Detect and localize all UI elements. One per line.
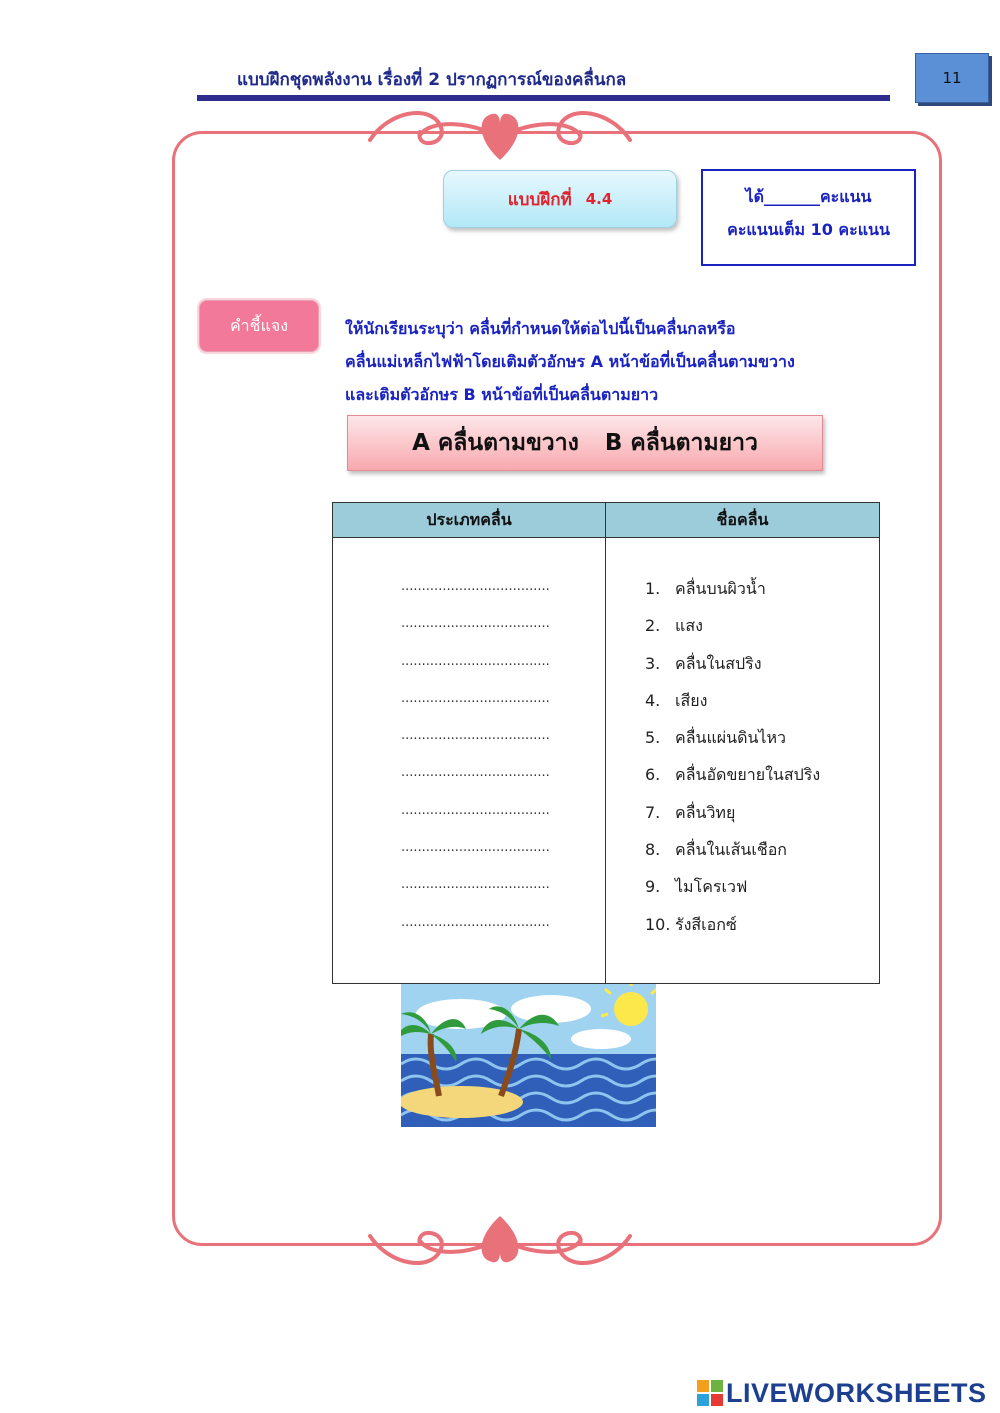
- answer-blank-3[interactable]: ....................................: [401, 653, 550, 669]
- instructions-text: [345, 312, 885, 411]
- wave-name: คลื่นอัดขยายในสปริง: [675, 765, 821, 785]
- answer-blank-8[interactable]: ....................................: [401, 840, 550, 856]
- page-number: 11: [915, 53, 989, 103]
- item-number: 9.: [645, 877, 661, 897]
- wave-name: คลื่นในสปริง: [675, 653, 762, 673]
- score-box: [701, 169, 916, 266]
- exercise-label: [443, 170, 677, 228]
- wave-table: [332, 502, 880, 984]
- item-number: 6.: [645, 765, 661, 785]
- wave-name: เสียง: [675, 690, 708, 710]
- island-waves-illustration: [401, 984, 656, 1127]
- instructions-label: คำชี้แจง: [199, 300, 319, 352]
- wave-name: ไมโครเวฟ: [675, 877, 748, 897]
- item-number: 8.: [645, 840, 661, 860]
- liveworksheets-logo: [697, 1378, 987, 1408]
- list-item: [645, 913, 820, 950]
- answer-blank-4[interactable]: ....................................: [401, 690, 550, 706]
- brand-text: LIVEWORKSHEETS: [726, 1377, 987, 1408]
- wave-name: คลื่นแผ่นดินไหว: [675, 728, 786, 748]
- wave-name: รังสีเอกซ์: [675, 914, 737, 934]
- exercise-label-text: แบบฝึกที่: [507, 189, 572, 210]
- wave-name: คลื่นในเส้นเชือก: [675, 840, 787, 860]
- item-number: 7.: [645, 802, 661, 822]
- instructions-line: และเติมตัวอักษร B หน้าข้อที่เป็นคลื่นตามยาว: [345, 385, 659, 404]
- item-number: 2.: [645, 616, 661, 636]
- score-obtained: ได้_______คะแนน: [745, 187, 872, 206]
- list-item: [645, 577, 820, 614]
- item-number: 10.: [645, 914, 671, 934]
- list-item: [645, 689, 820, 726]
- answer-blank-5[interactable]: ....................................: [401, 728, 550, 744]
- list-item: [645, 652, 820, 689]
- answer-blanks: [401, 579, 550, 952]
- answer-blank-6[interactable]: ....................................: [401, 765, 550, 781]
- answer-blank-10[interactable]: ....................................: [401, 914, 550, 930]
- table-header: [333, 503, 879, 538]
- list-item: [645, 614, 820, 651]
- legend-b: B คลื่นตามยาว: [604, 430, 758, 456]
- wave-name: แสง: [675, 616, 703, 636]
- wave-name: คลื่นบนผิวน้ำ: [675, 579, 766, 598]
- wave-names: [645, 577, 820, 950]
- column-header-name: ชื่อคลื่น: [716, 510, 769, 529]
- answer-blank-1[interactable]: ....................................: [401, 579, 550, 594]
- list-item: [645, 838, 820, 875]
- instructions-line: ให้นักเรียนระบุว่า คลื่นที่กำหนดให้ต่อไปนี้เป็นคลื่นกลหรือ: [345, 319, 736, 338]
- legend-a: A คลื่นตามขวาง: [412, 430, 579, 456]
- column-header-type: ประเภทคลื่น: [426, 510, 512, 529]
- answer-blank-2[interactable]: ....................................: [401, 616, 550, 632]
- column-divider: [605, 503, 606, 983]
- exercise-number: 4.4: [585, 190, 613, 208]
- wave-name: คลื่นวิทยุ: [675, 802, 736, 822]
- list-item: [645, 801, 820, 838]
- item-number: 4.: [645, 690, 661, 710]
- score-total: คะแนนเต็ม 10 คะแนน: [727, 220, 890, 239]
- item-number: 1.: [645, 579, 661, 598]
- legend-banner: [347, 415, 823, 471]
- instructions-line: คลื่นแม่เหล็กไฟฟ้าโดยเติมตัวอักษร A หน้าข้อที่เป็นคลื่นตามขวาง: [345, 352, 795, 371]
- item-number: 5.: [645, 728, 661, 748]
- list-item: [645, 763, 820, 800]
- item-number: 3.: [645, 653, 661, 673]
- answer-blank-7[interactable]: ....................................: [401, 802, 550, 818]
- list-item: [645, 875, 820, 912]
- brand-icon: [697, 1380, 723, 1406]
- header-title: แบบฝึกชุดพลังงาน เรื่องที่ 2 ปรากฏการณ์ของคลื่นกล: [237, 70, 627, 90]
- answer-blank-9[interactable]: ....................................: [401, 877, 550, 893]
- list-item: [645, 726, 820, 763]
